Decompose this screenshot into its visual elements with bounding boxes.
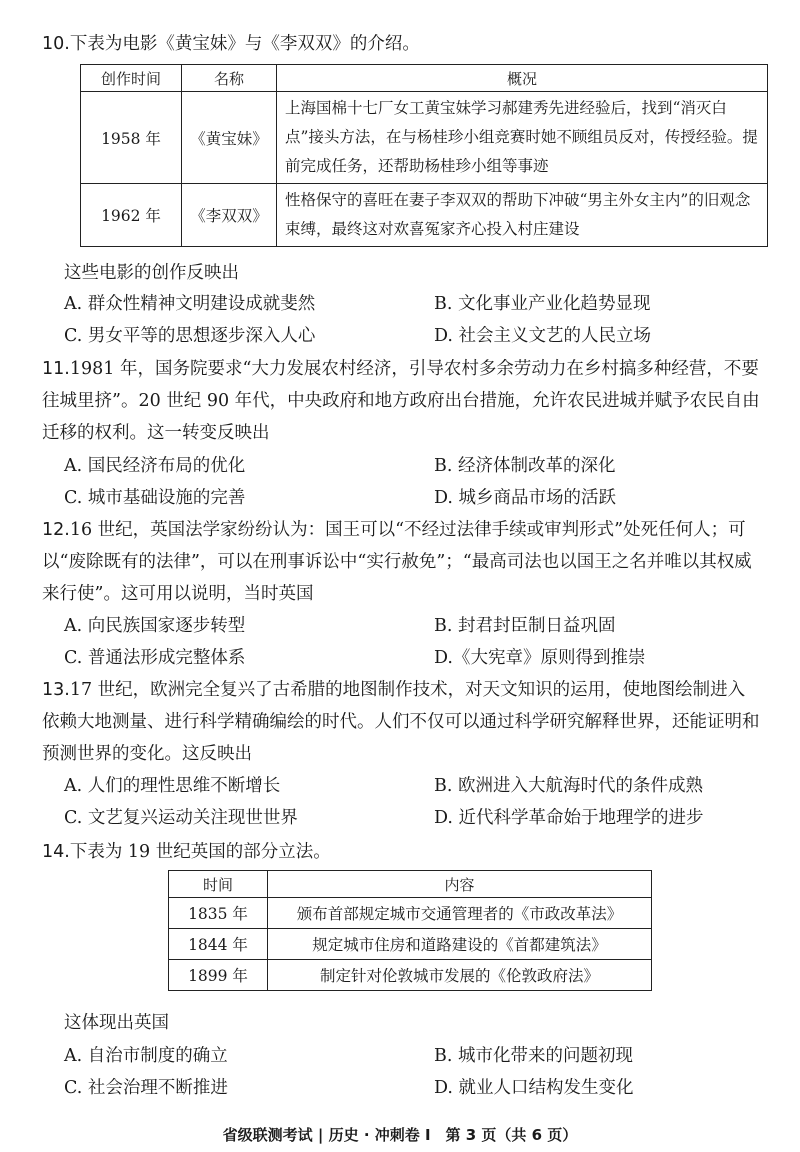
- option-a: A. 自治市制度的确立: [64, 1046, 228, 1066]
- option-d: D. 城乡商品市场的活跃: [434, 488, 617, 508]
- table-cell: 1844 年: [169, 929, 268, 960]
- table-header: 名称: [182, 65, 277, 92]
- table-header: 概况: [277, 65, 768, 92]
- option-b: B. 封君封臣制日益巩固: [434, 616, 616, 636]
- option-c: C. 普通法形成完整体系: [64, 648, 246, 668]
- options-q14: [64, 1040, 764, 1104]
- table-cell: 制定针对伦敦城市发展的《伦敦政府法》: [268, 960, 652, 991]
- table-row: [169, 960, 652, 991]
- question-number: 10.: [42, 34, 70, 54]
- question-prompt: 这体现出英国: [64, 1013, 169, 1033]
- option-d: D. 就业人口结构发生变化: [434, 1078, 634, 1098]
- question-10: [42, 28, 762, 60]
- table-row: [169, 898, 652, 929]
- option-c: C. 男女平等的思想逐步深入人心: [64, 326, 316, 346]
- legislation-table: [168, 870, 652, 991]
- option-b: B. 经济体制改革的深化: [434, 456, 616, 476]
- option-b: B. 欧洲进入大航海时代的条件成熟: [434, 776, 703, 796]
- option-a: A. 人们的理性思维不断增长: [64, 776, 281, 796]
- table-row: [169, 929, 652, 960]
- option-a: A. 国民经济布局的优化: [64, 456, 246, 476]
- table-cell: 《黄宝妹》: [182, 92, 277, 184]
- question-13: [42, 674, 762, 770]
- options-q11: [64, 450, 764, 514]
- table-header: 创作时间: [81, 65, 182, 92]
- question-number: 12.: [42, 520, 70, 540]
- table-cell: 上海国棉十七厂女工黄宝妹学习郝建秀先进经验后，找到“消灭白点”接头方法，在与杨桂珍小组竞赛时她不顾组员反对，传授经验。提前完成任务，还帮助杨桂珍小组等事迹: [277, 92, 768, 184]
- options-q12: [64, 610, 764, 674]
- table-cell: 1835 年: [169, 898, 268, 929]
- option-b: B. 城市化带来的问题初现: [434, 1046, 633, 1066]
- option-b: B. 文化事业产业化趋势显现: [434, 294, 651, 314]
- question-number: 13.: [42, 680, 70, 700]
- page-footer: 省级联测考试 | 历史 · 冲刺卷 Ⅰ 第 3 页（共 6 页）: [222, 1126, 578, 1144]
- table-cell: 《李双双》: [182, 184, 277, 247]
- table-header-row: [81, 65, 768, 92]
- table-header: 内容: [268, 871, 652, 898]
- option-a: A. 向民族国家逐步转型: [64, 616, 246, 636]
- option-d: D. 近代科学革命始于地理学的进步: [434, 808, 704, 828]
- question-11: [42, 353, 762, 449]
- question-12: [42, 514, 762, 610]
- table-cell: 颁布首部规定城市交通管理者的《市政改革法》: [268, 898, 652, 929]
- question-14: [42, 836, 762, 868]
- question-stem: 17 世纪，欧洲完全复兴了古希腊的地图制作技术，对天文知识的运用，使地图绘制进入依赖大地测量、进行科学精确编绘的时代。人们不仅可以通过科学研究解释世界，还能证明和预测世界的变化。这反映出: [42, 680, 760, 764]
- option-a: A. 群众性精神文明建设成就斐然: [64, 294, 316, 314]
- options-q10: [64, 288, 764, 352]
- film-table: [80, 64, 768, 247]
- question-stem: 下表为电影《黄宝妹》与《李双双》的介绍。: [69, 34, 420, 54]
- options-q13: [64, 770, 764, 834]
- table-cell: 1958 年: [81, 92, 182, 184]
- option-c: C. 文艺复兴运动关注现世世界: [64, 808, 298, 828]
- table-header-row: [169, 871, 652, 898]
- question-number: 11.: [42, 359, 70, 379]
- table-header: 时间: [169, 871, 268, 898]
- question-stem: 16 世纪，英国法学家纷纷认为：国王可以“不经过法律手续或审判形式”处死任何人；可以“废除既有的法律”，可以在刑事诉讼中“实行赦免”；“最高司法也以国王之名并唯以其权威来行使”。这可用以说明，当时英国: [42, 520, 752, 604]
- option-d: D. 社会主义文艺的人民立场: [434, 326, 652, 346]
- table-row: [81, 184, 768, 247]
- question-stem: 1981 年，国务院要求“大力发展农村经济，引导农村多余劳动力在乡村搞多种经营，不要往城里挤”。20 世纪 90 年代，中央政府和地方政府出台措施，允许农民进城并赋予农民自由迁移的权利。这一转变反映出: [42, 359, 760, 443]
- question-prompt: 这些电影的创作反映出: [64, 263, 239, 283]
- option-c: C. 社会治理不断推进: [64, 1078, 228, 1098]
- table-cell: 规定城市住房和道路建设的《首都建筑法》: [268, 929, 652, 960]
- question-number: 14.: [42, 842, 70, 862]
- table-row: [81, 92, 768, 184]
- table-cell: 性格保守的喜旺在妻子李双双的帮助下冲破“男主外女主内”的旧观念束缚，最终这对欢喜冤家齐心投入村庄建设: [277, 184, 768, 247]
- table-cell: 1962 年: [81, 184, 182, 247]
- question-stem: 下表为 19 世纪英国的部分立法。: [69, 842, 331, 862]
- option-c: C. 城市基础设施的完善: [64, 488, 246, 508]
- option-d: D.《大宪章》原则得到推崇: [434, 648, 646, 668]
- table-cell: 1899 年: [169, 960, 268, 991]
